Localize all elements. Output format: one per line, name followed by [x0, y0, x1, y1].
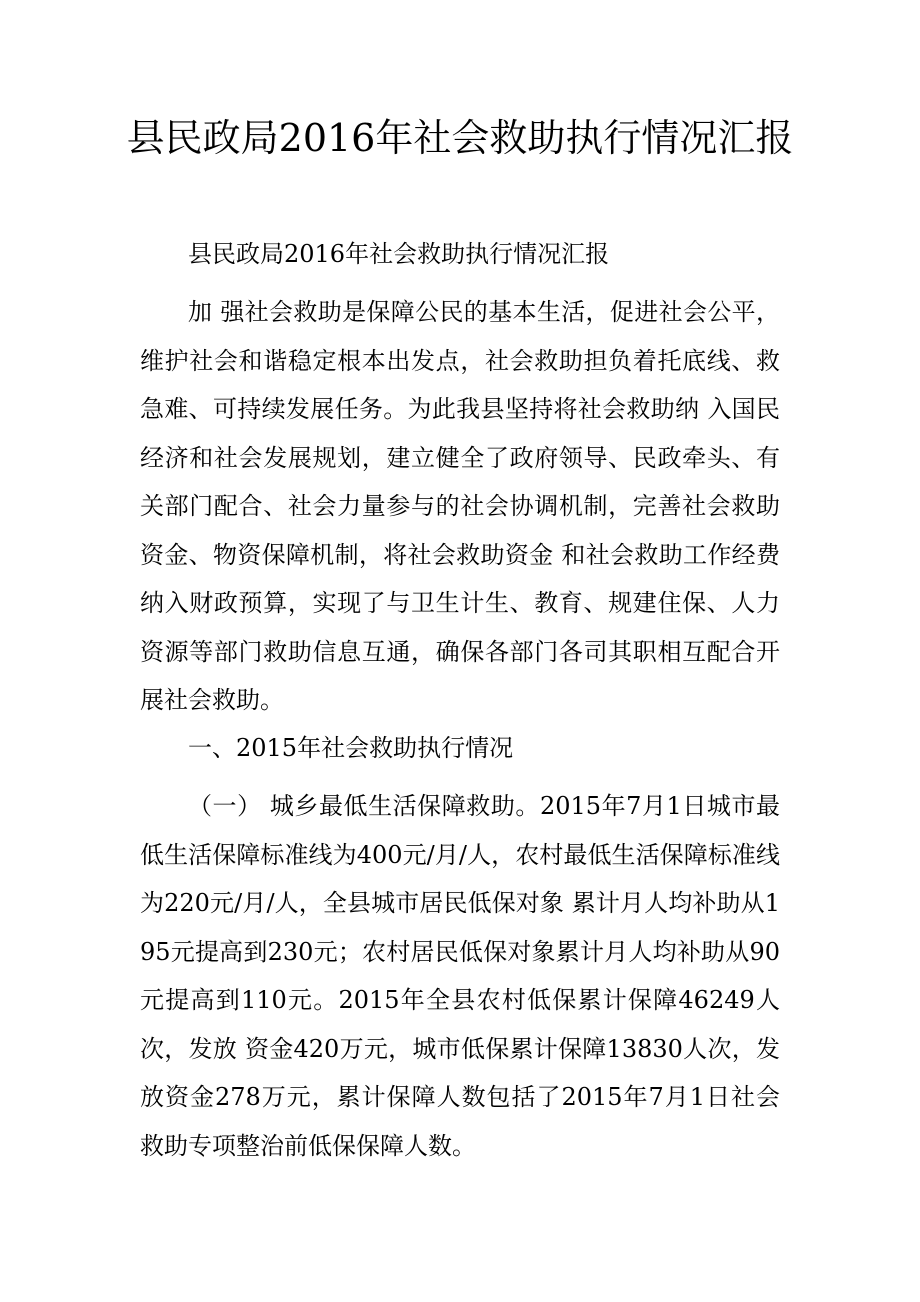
document-subtitle: 县民政局2016年社会救助执行情况汇报: [188, 240, 610, 268]
section-item-paragraph: （一） 城乡最低生活保障救助。2015年7月1日城市最低生活保障标准线为400元/月/人，农村最低生活保障标准线为220元/月/人，全县城市居民低保对象 累计月人均补助从195元提高到230元；农村居民低保对象累计月人均补助从90元提高到110元。2015年全县农村低保累计保障46249人次，发放 资金420万元，城市低保累计保障13830人次，发放资金278万元，累计保障人数包括了2015年7月1日社会救助专项整治前低保保障人数。: [140, 792, 780, 1160]
section-heading: 一、2015年社会救助执行情况: [188, 734, 514, 762]
document-title: 县民政局2016年社会救助执行情况汇报: [126, 116, 794, 160]
intro-paragraph: 加 强社会救助是保障公民的基本生活，促进社会公平，维护社会和谐稳定根本出发点，社会救助担负着托底线、救急难、可持续发展任务。为此我县坚持将社会救助纳 入国民经济和社会发展规划，建立健全了政府领导、民政牵头、有关部门配合、社会力量参与的社会协调机制，完善社会救助资金、物资保障机制，将社会救助资金 和社会救助工作经费纳入财政预算，实现了与卫生计生、教育、规建住保、人力资源等部门救助信息互通，确保各部门各司其职相互配合开展社会救助。: [140, 298, 780, 714]
